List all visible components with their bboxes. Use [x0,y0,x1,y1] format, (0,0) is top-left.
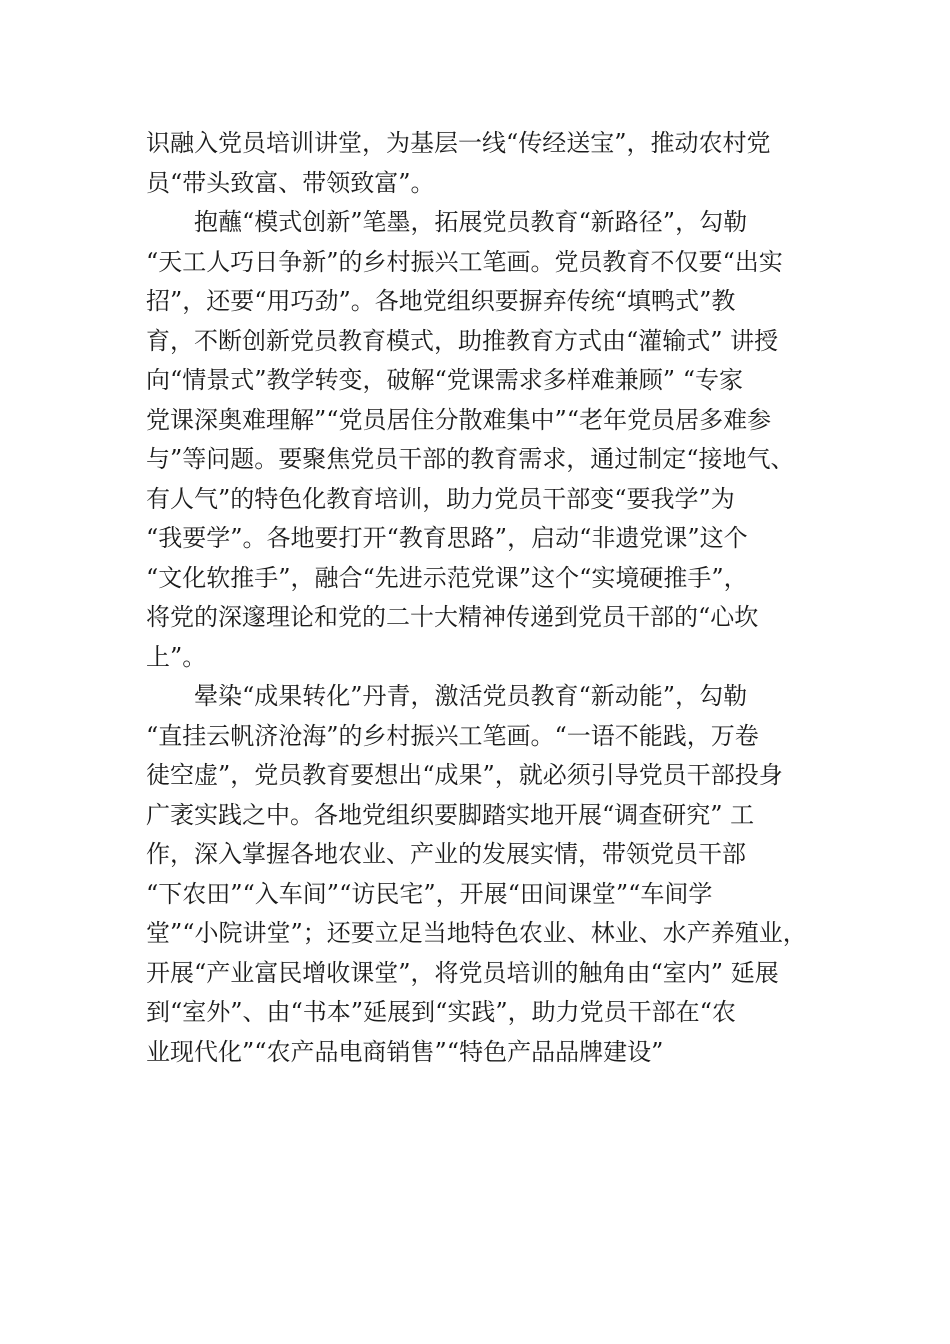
text-line: 招”，还要“用巧劲”。各地党组织要摒弃传统“填鸭式”教 [146,287,736,315]
text-line: 识融入党员培训讲堂，为基层一线“传经送宝”，推动农村党 [146,129,771,157]
text-line: 到“室外”、由“书本”延展到“实践”，助力党员干部在“农 [146,998,736,1026]
text-line: “下农田”“入车间”“访民宅”，开展“田间课堂”“车间学 [146,879,713,908]
text-line: 与”等问题。要聚焦党员干部的教育需求，通过制定“接地气、 [146,445,795,473]
text-line: 作，深入掌握各地农业、产业的发展实情，带领党员干部 [146,840,746,868]
text-line: “我要学”。各地要打开“教育思路”，启动“非遗党课”这个 [146,524,748,552]
text-line: 将党的深邃理论和党的二十大精神传递到党员干部的“心坎 [146,603,759,631]
text-line: 党课深奥难理解”“党员居住分散难集中”“老年党员居多难参 [146,405,772,434]
text-line: 员“带头致富、带领致富”。 [146,168,435,197]
text-line: 向“情景式”教学转变，破解“党课需求多样难兼顾” “专家 [146,366,743,394]
text-line: 徒空虚”，党员教育要想出“成果”，就必须引导党员干部投身 [146,761,783,789]
text-line: 业现代化”“农产品电商销售”“特色产品品牌建设” [146,1037,664,1066]
text-line: 育，不断创新党员教育模式，助推教育方式由“灌输式” 讲授 [146,326,779,355]
body-text [146,124,846,1072]
text-line: 上”。 [146,642,207,671]
text-line: “直挂云帆济沧海”的乡村振兴工笔画。“一语不能践，万卷 [146,721,759,750]
text-line: 抱蘸“模式创新”笔墨，拓展党员教育“新路径”，勾勒 [146,208,748,236]
text-line: 有人气”的特色化教育培训，助力党员干部变“要我学”为 [146,484,735,513]
text-line: 晕染“成果转化”丹青，激活党员教育“新动能”，勾勒 [146,682,748,710]
text-line: 开展“产业富民增收课堂”，将党员培训的触角由“室内” 延展 [146,958,779,987]
text-line: “文化软推手”，融合“先进示范党课”这个“实境硬推手”， [146,563,748,592]
text-line: “天工人巧日争新”的乡村振兴工笔画。党员教育不仅要“出实 [146,247,783,276]
text-line: 堂”“小院讲堂”；还要立足当地特色农业、林业、水产养殖业， [146,919,807,947]
text-line: 广袤实践之中。各地党组织要脚踏实地开展“调查研究” 工 [146,800,755,829]
